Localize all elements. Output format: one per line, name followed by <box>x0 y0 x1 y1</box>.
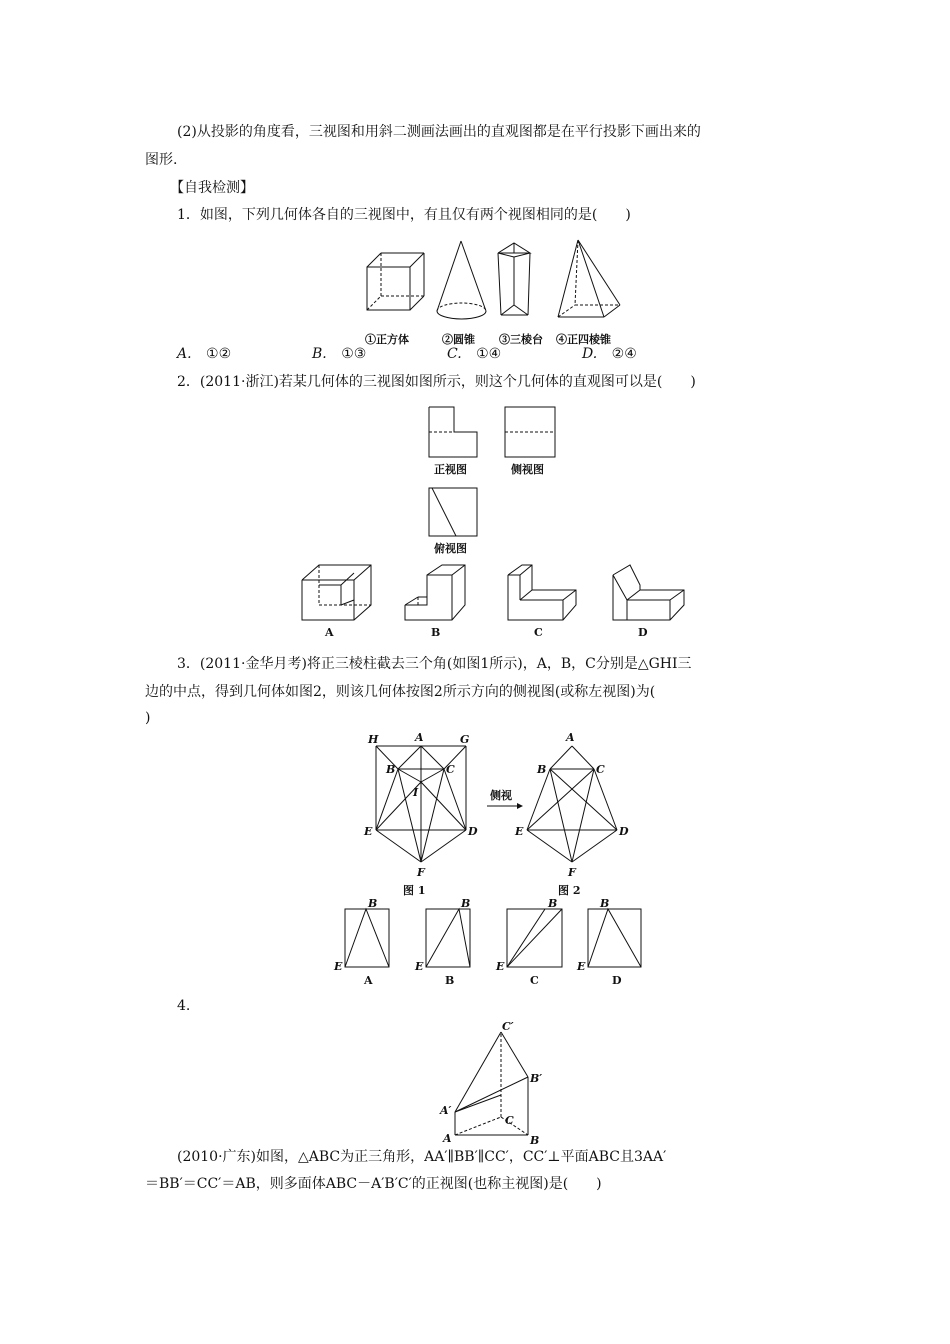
q4-point-c-prime: C′ <box>502 1020 514 1033</box>
q2-option-a-label: A <box>325 626 334 639</box>
q1-option-c-text: ①④ <box>476 346 502 362</box>
fig2-point-b: B <box>537 763 547 776</box>
q4-point-c: C <box>505 1114 514 1127</box>
fig1-point-f: F <box>417 866 425 879</box>
q3-option-a-label: A <box>364 974 373 987</box>
q3-option-b-label: B <box>445 974 455 987</box>
q3-b-point-b: B <box>461 897 471 910</box>
fig2-point-c: C <box>596 763 605 776</box>
q3-option-c-figure <box>507 909 562 967</box>
pyramid-figure <box>558 240 620 317</box>
q3-c-point-e: E <box>496 960 505 973</box>
top-view <box>429 488 477 536</box>
cube-figure <box>367 253 424 310</box>
fig1-point-b: B <box>386 763 396 776</box>
q4-point-b: B <box>530 1134 540 1147</box>
q1-option-d-text: ②④ <box>611 346 637 362</box>
cone-figure <box>437 241 486 319</box>
q4-number: 4. <box>177 998 191 1014</box>
q3-d-point-e: E <box>577 960 586 973</box>
q2-option-c-label: C <box>534 626 543 639</box>
q4-point-a-prime: A′ <box>440 1104 452 1117</box>
q4-point-a: A <box>443 1132 452 1145</box>
front-view-label: 正视图 <box>434 463 467 476</box>
q1-option-c-letter: C. <box>447 346 462 362</box>
fig1-point-d: D <box>468 825 478 838</box>
q1-option-a-text: ①② <box>206 346 232 362</box>
side-view-label: 侧视图 <box>511 463 544 476</box>
q3-b-point-e: E <box>415 960 424 973</box>
side-view <box>505 407 555 457</box>
q1-caption-4: ④正四棱锥 <box>556 333 611 346</box>
q2-option-b-figure <box>405 565 465 620</box>
q3-d-point-b: B <box>600 897 610 910</box>
q1-options <box>177 344 231 364</box>
fig1-point-a: A <box>415 731 424 744</box>
q1-option-d <box>582 344 637 364</box>
q4-point-b-prime: B′ <box>530 1072 543 1085</box>
q3-c-point-b: B <box>548 897 558 910</box>
front-view <box>429 407 477 457</box>
q4-polyhedron <box>455 1032 528 1135</box>
q3-option-b-figure <box>426 909 470 967</box>
q4-line-2: ＝BB′＝CC′＝AB，则多面体ABC－A′B′C′的正视图(也称主视图)是( ) <box>145 1176 602 1192</box>
q3-option-d-label: D <box>612 974 622 987</box>
q3-line-1: 3．(2011·金华月考)将正三棱柱截去三个角(如图1所示)，A，B，C分别是△GHI三 <box>177 656 692 672</box>
fig2-point-e: E <box>515 825 524 838</box>
q2-option-d-label: D <box>638 626 648 639</box>
fig1-point-c: C <box>446 763 455 776</box>
q4-figure <box>0 1020 950 1150</box>
q3-line-2: 边的中点，得到几何体如图2，则该几何体按图2所示方向的侧视图(或称左视图)为( <box>145 684 656 700</box>
q1-option-b <box>312 344 366 364</box>
fig2-point-f: F <box>568 866 576 879</box>
q1-caption-1: ①正方体 <box>365 333 409 346</box>
q1-option-b-letter: B. <box>312 346 327 362</box>
intro-line-1: (2)从投影的角度看，三视图和用斜二测画法画出的直观图都是在平行投影下画出来的 <box>177 124 701 140</box>
q1-option-b-text: ①③ <box>341 346 367 362</box>
q3-a-point-b: B <box>368 897 378 910</box>
q1-option-c <box>447 344 501 364</box>
top-view-label: 俯视图 <box>434 542 467 555</box>
q3-option-c-label: C <box>530 974 539 987</box>
q1-stem: 1．如图，下列几何体各自的三视图中，有且仅有两个视图相同的是( ) <box>177 207 631 223</box>
side-view-arrow-label: 侧视 <box>490 789 512 802</box>
q3-figures <box>0 730 950 900</box>
q2-three-views <box>0 400 950 560</box>
fig2-point-a: A <box>566 731 575 744</box>
q2-options-figure <box>0 560 950 650</box>
frustum-figure <box>498 243 530 315</box>
q2-stem: 2．(2011·浙江)若某几何体的三视图如图所示，则这个几何体的直观图可以是( ) <box>177 374 696 390</box>
fig2-label: 图 2 <box>558 884 581 897</box>
q2-option-a-figure <box>302 565 371 620</box>
fig1-point-i: I <box>413 786 419 799</box>
q3-option-a-figure <box>345 909 389 967</box>
q1-caption-2: ②圆锥 <box>442 333 475 346</box>
q3-options-figure <box>0 895 950 990</box>
fig1-label: 图 1 <box>403 884 426 897</box>
fig1-point-e: E <box>364 825 373 838</box>
q2-option-d-figure <box>613 565 684 620</box>
q1-option-a-letter: A. <box>177 346 192 362</box>
q2-option-b-label: B <box>431 626 441 639</box>
q3-a-point-e: E <box>334 960 343 973</box>
q2-option-c-figure <box>508 565 576 620</box>
q3-line-3: ) <box>145 710 151 726</box>
section-title: 【自我检测】 <box>170 180 254 196</box>
arrow-head-icon <box>517 803 523 809</box>
q4-line-1: (2010·广东)如图，△ABC为正三角形，AA′∥BB′∥CC′，CC′⊥平面ABC且3AA′ <box>177 1149 667 1165</box>
fig1-point-g: G <box>460 733 470 746</box>
q1-caption-3: ③三棱台 <box>499 333 543 346</box>
intro-line-2: 图形. <box>145 152 178 168</box>
fig1-point-h: H <box>368 733 379 746</box>
fig2-point-d: D <box>619 825 629 838</box>
q1-option-d-letter: D. <box>582 346 598 362</box>
q3-option-d-figure <box>588 909 641 967</box>
